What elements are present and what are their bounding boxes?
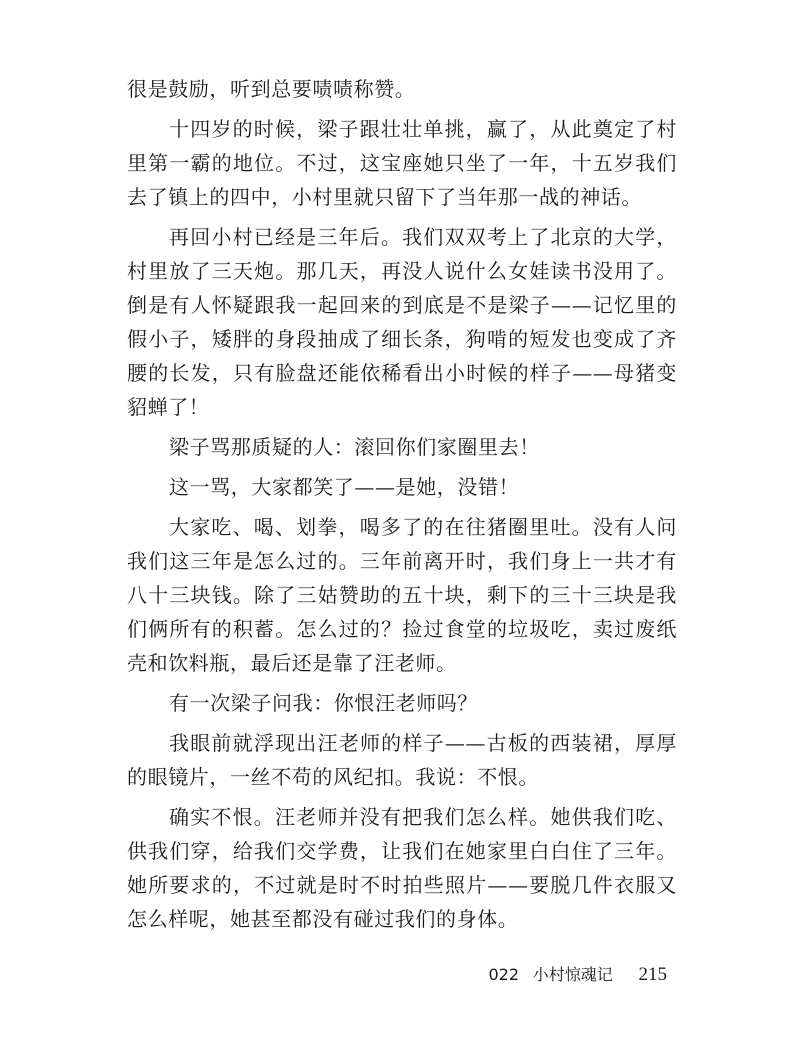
paragraph: 确实不恨。汪老师并没有把我们怎么样。她供我们吃、供我们穿，给我们交学费，让我们在她家里白白住了三年。她所要求的，不过就是时不时拍些照片——要脱几件衣服又怎么样呢，她甚至都没有碰过我们的身体。 <box>127 805 677 931</box>
chapter-number: 022 <box>488 965 520 984</box>
page-number: 215 <box>638 964 667 985</box>
page-footer <box>0 962 667 986</box>
paragraph: 十四岁的时候，梁子跟壮壮单挑，赢了，从此奠定了村里第一霸的地位。不过，这宝座她只坐了一年，十五岁我们去了镇上的四中，小村里就只留下了当年那一战的神话。 <box>127 117 677 209</box>
page-body <box>127 72 677 942</box>
paragraph: 这一骂，大家都笑了——是她，没错！ <box>169 475 520 499</box>
paragraph: 大家吃、喝、划拳，喝多了的在往猪圈里吐。没有人问我们这三年是怎么过的。三年前离开时，我们身上一共才有八十三块钱。除了三姑赞助的五十块，剩下的三十三块是我们俩所有的积蓄。怎么过的？捡过食堂的垃圾吃，卖过废纸壳和饮料瓶，最后还是靠了汪老师。 <box>127 515 677 675</box>
paragraph: 梁子骂那质疑的人：滚回你们家圈里去！ <box>169 435 540 459</box>
paragraph: 很是鼓励，听到总要啧啧称赞。 <box>127 77 416 101</box>
paragraph: 有一次梁子问我：你恨汪老师吗？ <box>169 691 478 715</box>
paragraph: 再回小村已经是三年后。我们双双考上了北京的大学，村里放了三天炮。那几天，再没人说什么女娃读书没用了。倒是有人怀疑跟我一起回来的到底是不是梁子——记忆里的假小子，矮胖的身段抽成了细长条，狗啃的短发也变成了齐腰的长发，只有脸盘还能依稀看出小时候的样子——母猪变貂蝉了！ <box>127 225 677 419</box>
chapter-title: 小村惊魂记 <box>532 965 613 984</box>
paragraph: 我眼前就浮现出汪老师的样子——古板的西装裙，厚厚的眼镜片，一丝不苟的风纪扣。我说：不恨。 <box>127 731 677 789</box>
